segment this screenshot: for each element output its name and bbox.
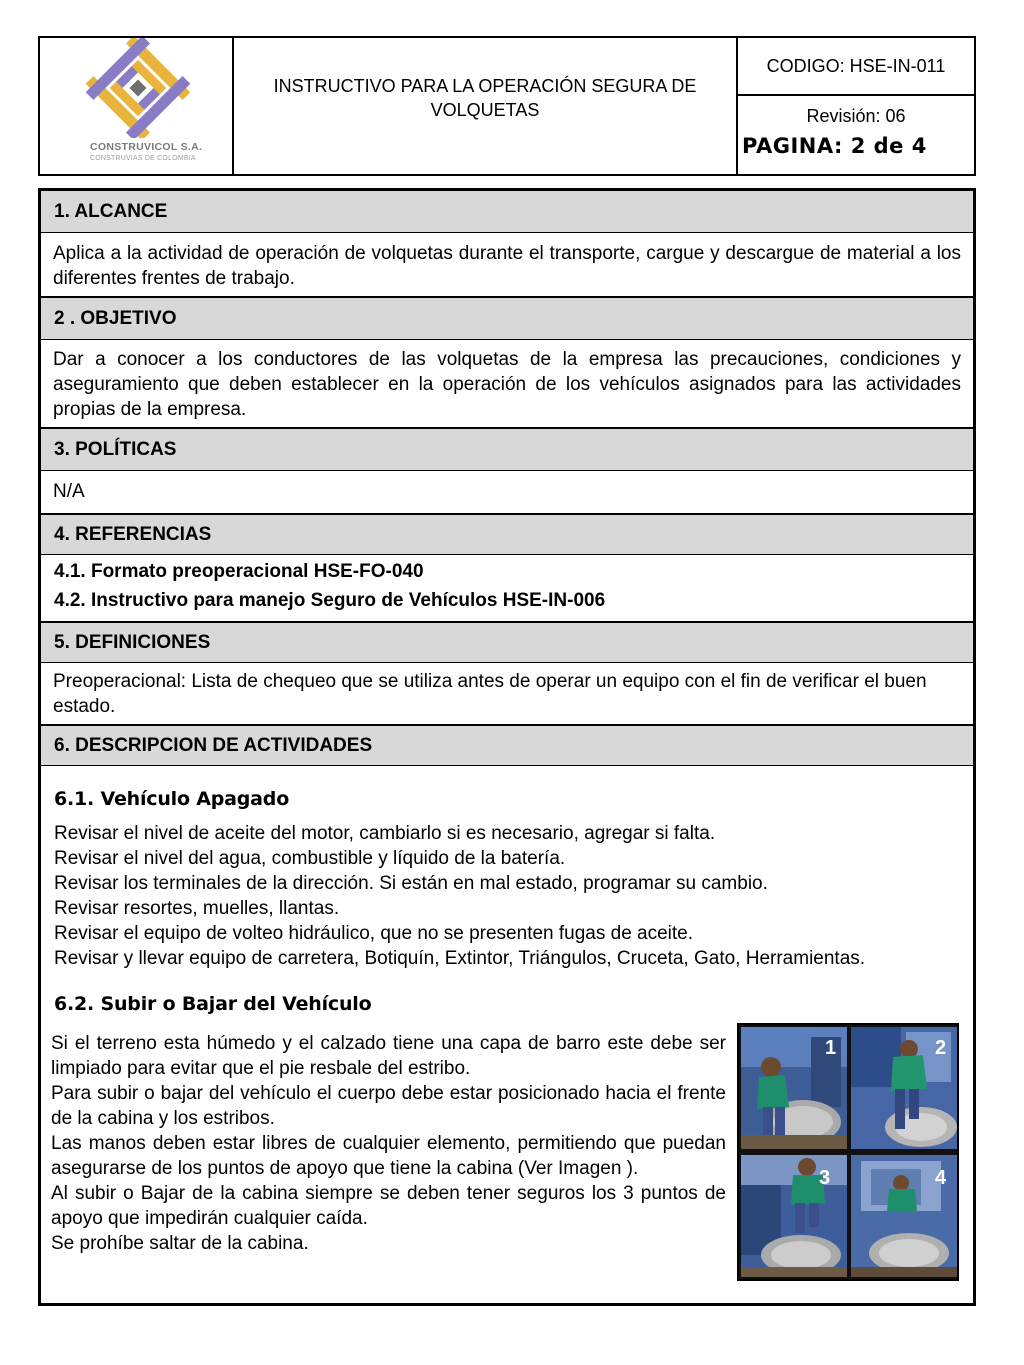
- company-logo-icon: [40, 38, 234, 138]
- photo-number: 1: [825, 1037, 837, 1059]
- document-title-cell: [234, 38, 738, 174]
- references-list: [41, 557, 973, 623]
- document-header: [38, 36, 976, 176]
- section-heading-referencias: 4. REFERENCIAS: [41, 515, 973, 555]
- subsection-title: 6.2. Subir o Bajar del Vehículo: [54, 993, 372, 1015]
- subsection-subir-bajar: [41, 993, 973, 1015]
- subsection-vehiculo-apagado: [41, 788, 973, 971]
- subsection-subir-bajar-text: [51, 1031, 726, 1256]
- subsection-title: 6.1. Vehículo Apagado: [54, 788, 290, 810]
- section-body-definiciones: Preoperacional: Lista de chequeo que se utiliza antes de operar un equipo con el fin de verificar el buen estado.: [41, 663, 973, 726]
- company-name: CONSTRUVICOL S.A.: [90, 141, 203, 153]
- reference-item: 4.1. Formato preoperacional HSE-FO-040: [54, 561, 424, 582]
- checklist-line: Revisar el nivel del agua, combustible y líquido de la batería.: [54, 848, 566, 869]
- content-table: [38, 188, 976, 1306]
- paragraph: Al subir o Bajar de la cabina siempre se deben tener seguros los 3 puntos de apoyo que impedirán cualquier caída.: [51, 1183, 726, 1229]
- logo-cell: [40, 38, 234, 174]
- photo-grid: [737, 1023, 959, 1281]
- section-heading-politicas: 3. POLÍTICAS: [41, 429, 973, 471]
- page-number: PAGINA: 2 de 4: [742, 134, 927, 158]
- section-body-objetivo: Dar a conocer a los conductores de las volquetas de la empresa las precauciones, condiciones y aseguramiento que deben establecer en la operación de los vehículos asignados para las actividades propias de la empresa.: [41, 340, 973, 429]
- document-title: INSTRUCTIVO PARA LA OPERACIÓN SEGURA DE VOLQUETAS: [273, 76, 697, 120]
- section-heading-alcance: 1. ALCANCE: [41, 191, 973, 233]
- photo-number: 4: [935, 1167, 947, 1189]
- checklist-lines: [54, 821, 973, 971]
- checklist-line: Revisar y llevar equipo de carretera, Botiquín, Extintor, Triángulos, Cruceta, Gato, Herramientas.: [54, 948, 866, 969]
- checklist-line: Revisar resortes, muelles, llantas.: [54, 898, 340, 919]
- revision-cell: [738, 96, 974, 174]
- photo-3: [741, 1155, 847, 1277]
- paragraph: Se prohíbe saltar de la cabina.: [51, 1233, 309, 1254]
- checklist-line: Revisar el equipo de volteo hidráulico, que no se presenten fugas de aceite.: [54, 923, 694, 944]
- checklist-line: Revisar el nivel de aceite del motor, cambiarlo si es necesario, agregar si falta.: [54, 823, 716, 844]
- section-heading-objetivo: 2 . OBJETIVO: [41, 298, 973, 340]
- paragraph: Si el terreno esta húmedo y el calzado tiene una capa de barro este debe ser limpiado para evitar que el pie resbale del estribo.: [51, 1033, 726, 1079]
- photo-number: 2: [935, 1037, 947, 1059]
- document-revision: Revisión: 06: [806, 106, 906, 126]
- reference-item: 4.2. Instructivo para manejo Seguro de Vehículos HSE-IN-006: [54, 590, 606, 611]
- photo-1: [741, 1027, 847, 1149]
- paragraph: Para subir o bajar del vehículo el cuerpo debe estar posicionado hacia el frente de la cabina y los estribos.: [51, 1083, 726, 1129]
- checklist-line: Revisar los terminales de la dirección. Si están en mal estado, programar su cambio.: [54, 873, 768, 894]
- section-heading-actividades: 6. DESCRIPCION DE ACTIVIDADES: [41, 726, 973, 766]
- photo-2: [851, 1027, 957, 1149]
- section-heading-definiciones: 5. DEFINICIONES: [41, 623, 973, 663]
- section-body-alcance: Aplica a la actividad de operación de volquetas durante el transporte, cargue y descargue de material a los diferentes frentes de trabajo.: [41, 233, 973, 298]
- photo-4: [851, 1155, 957, 1277]
- photo-number: 3: [819, 1167, 831, 1189]
- company-subtitle: CONSTRUVIAS DE COLOMBIA: [90, 155, 196, 162]
- section-body-politicas: N/A: [41, 471, 973, 515]
- paragraph: Las manos deben estar libres de cualquier elemento, permitiendo que puedan asegurarse de los puntos de apoyo que tiene la cabina (Ver Imagen ).: [51, 1133, 726, 1179]
- document-code: CODIGO: HSE-IN-011: [738, 38, 974, 96]
